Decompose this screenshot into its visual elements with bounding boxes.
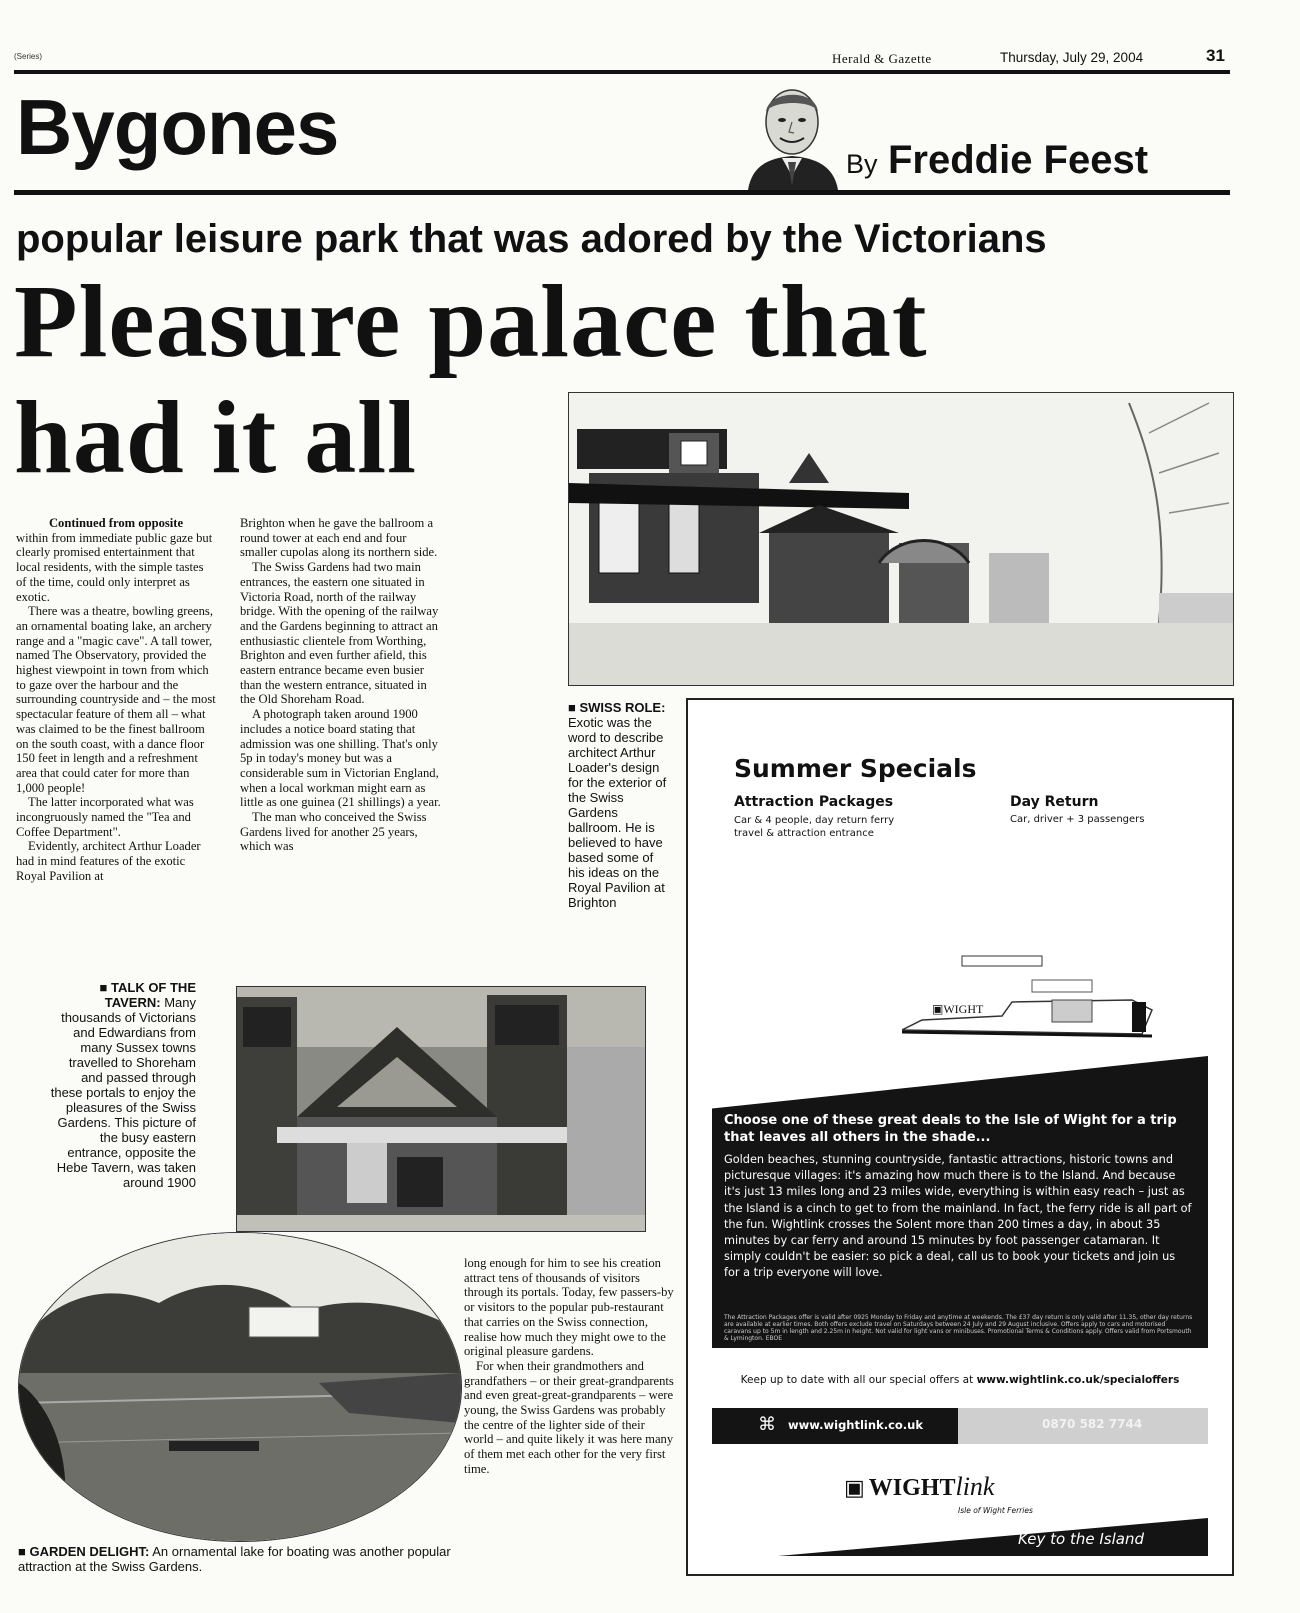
paragraph: The man who conceived the Swiss Gardens lived for another 25 years, which was (240, 810, 427, 854)
paragraph: For when their grandmothers and grandfathers – or their great-grandparents and even great-great-grandparents – were young, the Swiss Gardens was probably the centre of the lighter side of their world – and quite likely it was here many of them met each other for the very first time. (464, 1358, 674, 1476)
paragraph: There was a theatre, bowling greens, an ornamental boating lake, an archery range and a "magic cave". A tall tower, named The Observatory, provided the highest viewpoint in town from which to gaze over the harbour and the surrounding countryside and – the most spectacular feature of them all – what was claimed to be the finest ballroom on the south coast, with a dance floor 150 feet in length and a refreshment area that could cater for more than 1,000 people! (16, 604, 216, 795)
caption-label: GARDEN DELIGHT: (29, 1544, 150, 1559)
ad-tagline: Key to the Island (1018, 1530, 1145, 1548)
caption-bullet: ■ (18, 1544, 30, 1559)
caption-text: Many thousands of Victorians and Edwardians from many Sussex towns travelled to Shoreham and passed through these portals to enjoy the pleasures of the Swiss Gardens. This picture of the busy eastern entrance, opposite the Hebe Tavern, was taken around 1900 (50, 995, 196, 1190)
masthead-bottom-rule (14, 190, 1230, 195)
ad-package-text: Car & 4 people, day return ferry travel & attraction entrance (734, 815, 895, 839)
wightlink-logo (844, 1472, 994, 1502)
paragraph: The latter incorporated what was incongruously named the "Tea and Coffee Department". (16, 795, 194, 839)
swiss-role-caption (568, 700, 672, 910)
byline-by: By (846, 149, 878, 179)
ad-specialoffers-link[interactable]: www.wightlink.co.uk/specialoffers (976, 1374, 1180, 1386)
logo-script: link (955, 1472, 995, 1501)
ad-dayreturn-text: Car, driver + 3 passengers (1010, 814, 1145, 825)
paragraph: within from immediate public gaze but clearly promised entertainment that local residents, with the simple tastes of the time, could only interpret as exotic. (16, 530, 213, 604)
byline (846, 138, 1148, 183)
ad-title: Summer Specials (734, 754, 977, 783)
author-photo (738, 76, 846, 190)
logo-main: WIGHT (868, 1475, 956, 1501)
headline-line-2: had it all (14, 380, 417, 495)
ad-phone-number[interactable]: 0870 582 7744 (1042, 1417, 1143, 1431)
ad-keep-up-text: Keep up to date with all our special offers at (740, 1374, 974, 1386)
ferry-illustration (902, 950, 1162, 1060)
byline-name: Freddie Feest (887, 138, 1149, 182)
mouse-icon: ⌘ (758, 1414, 776, 1435)
caption-label: TALK OF THE TAVERN: (104, 980, 196, 1010)
caption-text: Exotic was the word to describe architect Arthur Loader's design for the exterior of the Swiss Gardens ballroom. He is believed to have based some of his ideas on the Royal Pavilion at Brighton (568, 715, 667, 910)
tavern-caption (50, 980, 196, 1190)
ballroom-photo (568, 392, 1234, 686)
article-column-2 (240, 516, 442, 854)
paragraph: A photograph taken around 1900 includes a notice board stating that admission was one shilling. That's only 5p in today's money but was a considerable sum in Victorian England, when a local workman might earn as little as one guinea (21 shillings) a year. (240, 707, 441, 810)
kicker: popular leisure park that was adored by the Victorians (16, 217, 1047, 261)
caption-bullet: ■ (99, 980, 112, 995)
paragraph: long enough for him to see his creation attract tens of thousands of visitors through its portals. Today, few passers-by or visitors to the popular pub-restaurant that carries on the Swiss connection, realise how much they might owe to the original pleasure gardens. (464, 1256, 674, 1359)
ad-keep-up (688, 1374, 1232, 1386)
headline-line-1: Pleasure palace that (14, 264, 928, 379)
issue-date: Thursday, July 29, 2004 (1000, 50, 1144, 65)
ad-headline: Choose one of these great deals to the Isle of Wight for a trip that leaves all others in the shade... (724, 1113, 1177, 1145)
article-column-1 (16, 516, 216, 884)
logo-subtitle: Isle of Wight Ferries (958, 1506, 1033, 1515)
ad-website-link[interactable]: www.wightlink.co.uk (788, 1418, 923, 1432)
wightlink-logo-icon: ▣ (932, 1002, 944, 1016)
ad-package-title: Attraction Packages (734, 794, 894, 810)
wightlink-advert (686, 698, 1234, 1576)
paper-name: Herald & Gazette (832, 51, 932, 66)
ad-contact-bar (712, 1408, 1208, 1444)
ferry-name-text: WIGHT (943, 1002, 984, 1016)
caption-bullet: ■ (568, 700, 580, 715)
paragraph: The Swiss Gardens had two main entrances, the eastern one situated in Victoria Road, north of the railway bridge. With the opening of the railway and the Gardens beginning to attract an enthusiastic clientele from Worthing, Brighton and even further afield, this eastern entrance became even busier than the western entrance, situated in the Old Shoreham Road. (240, 560, 439, 707)
caption-text: An ornamental lake for boating was another popular attraction at the Swiss Gardens. (18, 1544, 451, 1574)
ad-dayreturn-title: Day Return (1010, 794, 1099, 810)
continued-note: Continued from opposite (48, 516, 184, 530)
column-title: Bygones (16, 83, 339, 171)
paragraph: Brighton when he gave the ballroom a round tower at each end and four smaller cupolas along its northern side. (240, 516, 438, 560)
garden-delight-caption (18, 1544, 458, 1574)
wightlink-logo-icon: ▣ (844, 1475, 865, 1500)
ad-body: Golden beaches, stunning countryside, fantastic attractions, historic towns and picturesque villages: it's amazing how much there is to the Island. And because it's just 13 miles long and 23 miles wide, everything is within easy reach – just as the Island is a cinch to get to from the mainland. In fact, the ferry ride is all part of the fun. Wightlink crosses the Solent more than 200 times a day, in about 35 minutes by car ferry and around 15 minutes by foot passenger catamaran. It simply couldn't be easier: so pick a deal, call us to book your tickets and join us for a trip everyone will love. (724, 1153, 1192, 1280)
page-number: 31 (1206, 46, 1225, 65)
article-column-3 (464, 1256, 674, 1477)
section-label: (Series) (14, 52, 43, 61)
ferry-name (932, 1002, 983, 1017)
ad-small-print: The Attraction Packages offer is valid after 0925 Monday to Friday and anytime at weekends. The £37 day return is only valid after 11.35, other day returns are available at earlier times. Both offers exclude travel on Saturdays between 24 July and 29 August inclusive. Offers apply to cars and motorised caravans up to 5m in length and 2.25m in height. Not valid for light vans or minibuses. Promotional Terms & Conditions apply. Offers valid from Portsmouth & Lymington. EBOE (724, 1314, 1193, 1342)
paragraph: Evidently, architect Arthur Loader had in mind features of the exotic Royal Pavilion at (16, 839, 201, 883)
tavern-entrance-photo (236, 986, 646, 1232)
garden-lake-photo (18, 1232, 462, 1542)
caption-label: SWISS ROLE: (579, 700, 666, 715)
masthead-top-rule (14, 70, 1230, 74)
